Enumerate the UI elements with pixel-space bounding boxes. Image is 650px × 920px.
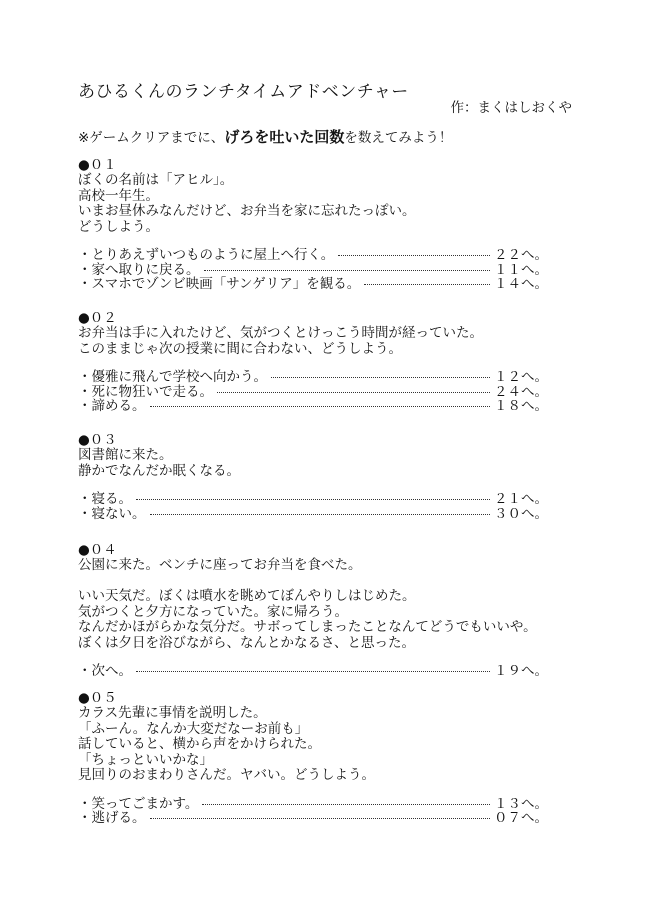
story-line: カラス先輩に事情を説明した。 <box>78 705 267 721</box>
section-03 <box>78 432 548 521</box>
choice-item <box>78 492 548 507</box>
section-heading: ●０３ <box>78 432 117 448</box>
dotted-leader <box>150 406 491 407</box>
dotted-leader <box>364 284 490 285</box>
choice-text: ・次へ。 <box>78 663 132 679</box>
choice-text: ・寝る。 <box>78 491 132 507</box>
section-heading: ●０２ <box>78 310 117 326</box>
choice-text: ・とりあえずいつものように屋上へ行く。 <box>78 247 335 263</box>
choice-list <box>78 248 548 292</box>
story-line: 「ちょっといいかな」 <box>78 751 213 768</box>
dotted-leader <box>338 255 490 256</box>
section-heading: ●０１ <box>78 157 117 173</box>
choice-text: ・逃げる。 <box>78 810 146 826</box>
story-line: 静かでなんだか眠くなる。 <box>78 462 240 479</box>
dotted-leader <box>136 499 490 500</box>
story-line: お弁当は手に入れたけど、気がつくとけっこう時間が経っていた。 <box>78 325 483 341</box>
choice-text: ・寝ない。 <box>78 505 146 522</box>
author-credit: 作：まくはしおくや <box>450 100 572 116</box>
story-line: ぼくは夕日を浴びながら、なんとかなるさ、と思った。 <box>78 634 415 651</box>
choice-item <box>78 248 548 263</box>
choice-target: １９へ。 <box>494 663 548 679</box>
choice-text: ・家へ取りに戻る。 <box>78 261 200 278</box>
choice-item <box>78 507 548 522</box>
choice-item <box>78 370 548 385</box>
story-line: 高校一年生。 <box>78 187 159 204</box>
choice-item <box>78 797 548 812</box>
choice-target: １３へ。 <box>494 795 548 812</box>
choice-item <box>78 277 548 292</box>
story-line: 気がつくと夕方になっていた。家に帰ろう。 <box>78 603 348 620</box>
section-05 <box>78 690 548 826</box>
choice-text: ・諦める。 <box>78 398 146 414</box>
section-01 <box>78 157 548 292</box>
choice-list <box>78 664 548 679</box>
choice-item <box>78 399 548 414</box>
choice-item <box>78 263 548 278</box>
story-line: 図書館に来た。 <box>78 447 173 463</box>
choice-list <box>78 797 548 826</box>
choice-target: ０７へ。 <box>494 810 548 826</box>
choice-target: ２４へ。 <box>494 383 548 400</box>
story-line: 話していると、横から声をかけられた。 <box>78 736 321 752</box>
choice-item <box>78 664 548 679</box>
choice-list <box>78 492 548 521</box>
instruction-after: を数えてみよう！ <box>344 130 453 146</box>
choice-target: １８へ。 <box>494 398 548 414</box>
story-line: 「ふーん。なんか大変だなーお前も」 <box>78 720 309 737</box>
choice-target: ２２へ。 <box>494 247 548 263</box>
choice-target: １１へ。 <box>494 261 548 278</box>
dotted-leader <box>136 671 490 672</box>
dotted-leader <box>204 270 491 271</box>
story-line: 公園に来た。ベンチに座ってお弁当を食べた。 <box>78 557 362 573</box>
choice-target: １４へ。 <box>494 276 548 292</box>
section-heading: ●０５ <box>78 690 117 706</box>
section-heading: ●０４ <box>78 542 117 558</box>
section-04 <box>78 542 548 679</box>
story-line: どうしよう。 <box>78 218 159 235</box>
dotted-leader <box>217 392 490 393</box>
story-line: 見回りのおまわりさんだ。ヤバい。どうしよう。 <box>78 767 375 783</box>
choice-text: ・スマホでゾンビ映画「サンゲリア」を観る。 <box>78 276 361 292</box>
story-line: このままじゃ次の授業に間に合わない、どうしよう。 <box>78 340 402 357</box>
choice-text: ・優雅に飛んで学校へ向かう。 <box>78 369 267 385</box>
choice-item <box>78 385 548 400</box>
choice-item <box>78 811 548 826</box>
page-title: あひるくんのランチタイムアドベンチャー <box>78 82 409 102</box>
dotted-leader <box>202 804 490 805</box>
story-line: いまお昼休みなんだけど、お弁当を家に忘れたっぽい。 <box>78 203 416 219</box>
instruction-emphasis: げろを吐いた回数 <box>224 128 345 146</box>
story-line: いい天気だ。ぼくは噴水を眺めてぼんやりしはじめた。 <box>78 588 416 604</box>
dotted-leader <box>271 377 490 378</box>
section-02 <box>78 310 548 414</box>
choice-text: ・死に物狂いで走る。 <box>78 383 213 400</box>
dotted-leader <box>150 818 491 819</box>
dotted-leader <box>150 514 491 515</box>
choice-target: ３０へ。 <box>494 505 548 522</box>
story-line: なんだかほがらかな気分だ。サボってしまったことなんてどうでもいいや。 <box>78 619 537 635</box>
story-line: ぼくの名前は「アヒル」。 <box>78 172 234 188</box>
instruction-before: ※ゲームクリアまでに、 <box>78 130 225 146</box>
choice-text: ・笑ってごまかす。 <box>78 795 199 812</box>
instruction-text <box>78 126 452 147</box>
choice-target: １２へ。 <box>494 369 548 385</box>
story-line-blank <box>78 574 548 590</box>
choice-target: ２１へ。 <box>494 491 548 507</box>
choice-list <box>78 370 548 414</box>
